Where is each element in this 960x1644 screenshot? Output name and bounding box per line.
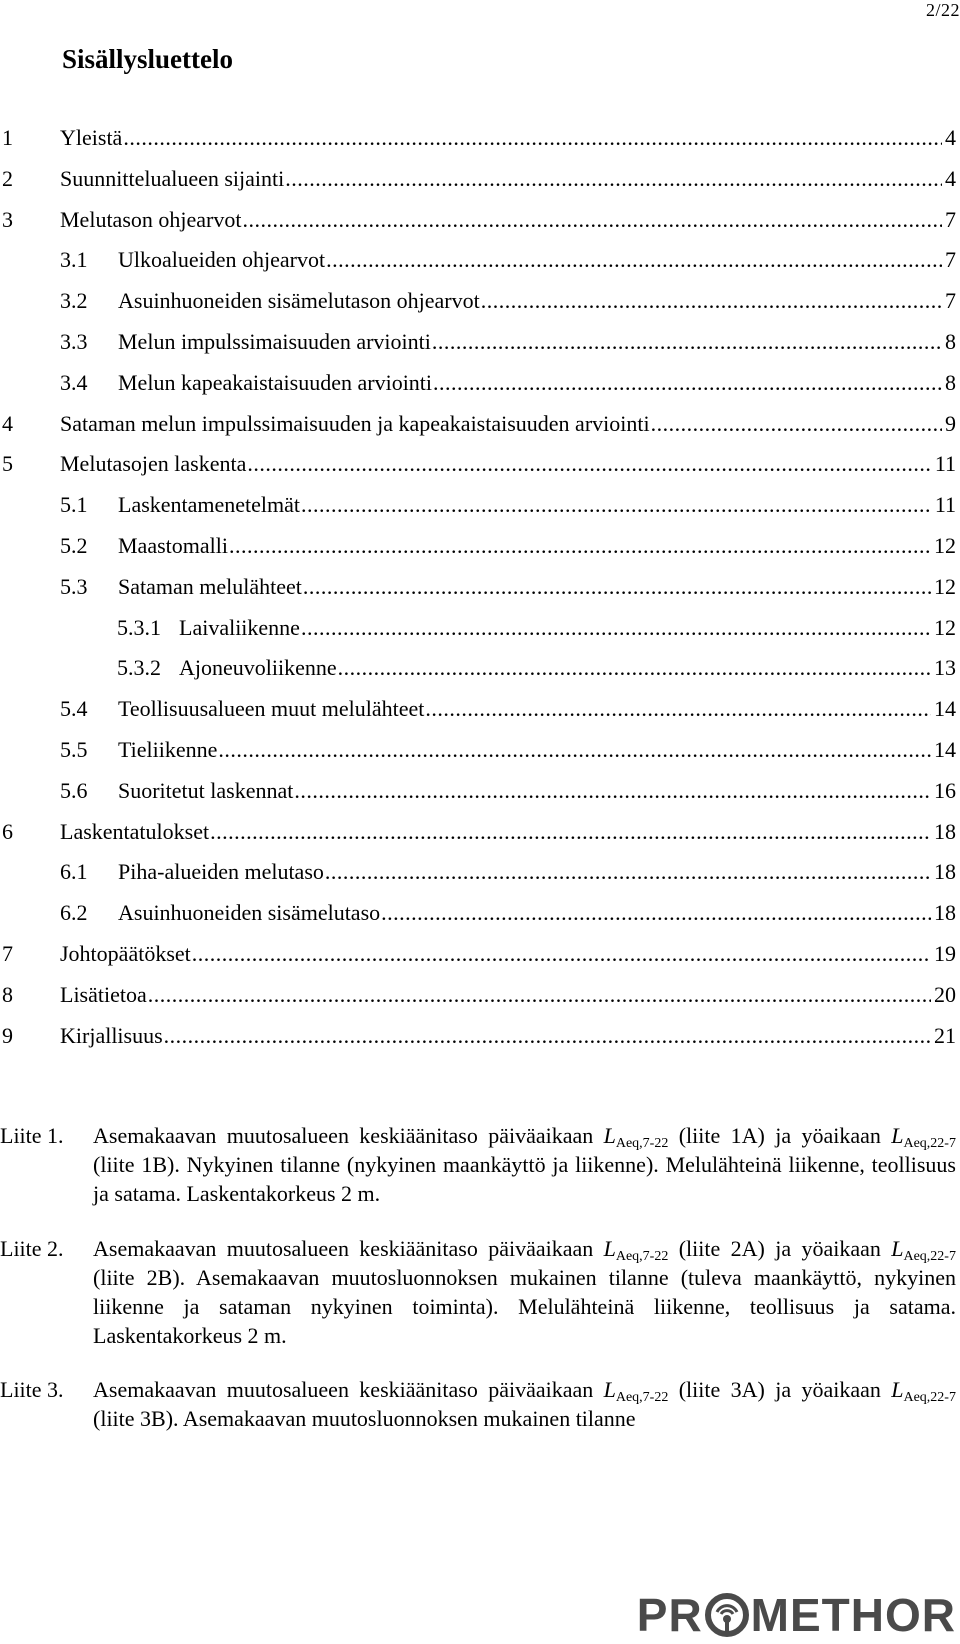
toc-leader-dots bbox=[433, 367, 942, 399]
toc-entry-number: 3.1 bbox=[60, 247, 88, 273]
toc-leader-dots bbox=[164, 1020, 931, 1052]
toc-leader-dots bbox=[325, 856, 931, 888]
toc-leader-dots bbox=[210, 816, 931, 848]
toc-entry-page: 8 bbox=[945, 329, 956, 354]
toc-entry[interactable] bbox=[0, 938, 956, 970]
toc-entry[interactable] bbox=[0, 530, 956, 562]
symbol-text: L bbox=[603, 1123, 616, 1148]
toc-entry-title: Melun impulssimaisuuden arviointi bbox=[118, 329, 431, 354]
toc-entry-title: Asuinhuoneiden sisämelutason ohjearvot bbox=[118, 288, 480, 314]
subscript-text: Aeq,7-22 bbox=[615, 1249, 669, 1264]
toc-entry-title: Laskentamenetelmät bbox=[118, 492, 301, 518]
description-text: (liite 2B). Asemakaavan muutosluonnoksen mukainen tilanne (tuleva maankäyttö, nykyinen liikenne ja sataman nykyinen toiminta). Melulähteinä liikenne, teollisuus ja satama. Laskentakorkeus 2 m. bbox=[93, 1265, 956, 1348]
toc-entry-title: Laivaliikenne bbox=[179, 614, 300, 640]
toc-leader-dots bbox=[192, 938, 931, 970]
toc-entry-number: 6 bbox=[2, 818, 13, 844]
toc-entry[interactable] bbox=[0, 693, 956, 725]
toc-entry-number: 6.2 bbox=[60, 900, 88, 926]
toc-entry-number: 5.3.1 bbox=[117, 614, 161, 640]
toc-entry-title: Melutasojen laskenta bbox=[60, 451, 247, 477]
toc-entry-title: Johtopäätökset bbox=[60, 941, 191, 966]
toc-entry-page: 14 bbox=[934, 737, 956, 762]
subscript-text: Aeq,22-7 bbox=[903, 1390, 956, 1405]
toc-entry-page: 4 bbox=[945, 125, 956, 150]
toc-leader-dots bbox=[285, 163, 942, 195]
toc-leader-dots bbox=[218, 734, 931, 766]
toc-entry-number: 7 bbox=[2, 941, 13, 966]
toc-entry[interactable] bbox=[0, 612, 956, 644]
toc-entry-number: 3.3 bbox=[60, 329, 88, 354]
toc-entry-page: 18 bbox=[934, 859, 956, 885]
toc-entry[interactable] bbox=[0, 122, 956, 154]
toc-entry[interactable] bbox=[0, 816, 956, 848]
toc-entry-title: Suoritetut laskennat bbox=[118, 777, 294, 803]
toc-entry-title: Piha-alueiden melutaso bbox=[118, 859, 324, 885]
toc-entry-number: 4 bbox=[2, 410, 13, 436]
toc-leader-dots bbox=[651, 408, 942, 440]
toc-entry[interactable] bbox=[0, 979, 956, 1011]
toc-entry-page: 12 bbox=[934, 573, 956, 599]
toc-leader-dots bbox=[123, 122, 942, 154]
toc-entry-number: 3.4 bbox=[60, 369, 88, 395]
toc-title: Sisällysluettelo bbox=[62, 44, 234, 74]
toc-entry-page: 19 bbox=[934, 941, 956, 966]
toc-entry-page: 8 bbox=[945, 369, 956, 395]
toc-leader-dots bbox=[301, 489, 932, 521]
toc-entry[interactable] bbox=[0, 489, 956, 521]
toc-entry[interactable] bbox=[0, 285, 956, 317]
toc-entry-number: 8 bbox=[2, 981, 13, 1007]
appendix-description bbox=[93, 1375, 956, 1433]
toc-entry[interactable] bbox=[0, 408, 956, 440]
toc-entry[interactable] bbox=[0, 652, 956, 684]
toc-entry-title: Melutason ohjearvot bbox=[60, 206, 242, 232]
toc-entry-page: 20 bbox=[934, 981, 956, 1007]
appendix-label: Liite 3. bbox=[0, 1377, 64, 1402]
toc-entry-page: 12 bbox=[934, 533, 956, 558]
toc-entry-title: Lisätietoa bbox=[60, 981, 147, 1007]
toc-entry[interactable] bbox=[0, 448, 956, 480]
toc-entry[interactable] bbox=[0, 734, 956, 766]
toc-entry-number: 3 bbox=[2, 206, 13, 232]
toc-entry-title: Yleistä bbox=[60, 125, 123, 150]
logo-text-after: METHOR bbox=[750, 1589, 956, 1641]
toc-leader-dots bbox=[381, 897, 931, 929]
toc-entry[interactable] bbox=[0, 367, 956, 399]
toc-leader-dots bbox=[247, 448, 931, 480]
appendix-description bbox=[93, 1121, 956, 1208]
toc-entry-title: Kirjallisuus bbox=[60, 1022, 163, 1048]
toc-entry[interactable] bbox=[0, 1020, 956, 1052]
symbol-text: L bbox=[891, 1377, 904, 1402]
toc-entry-number: 5.1 bbox=[60, 492, 88, 518]
toc-entry-page: 18 bbox=[934, 818, 956, 844]
toc-entry-page: 7 bbox=[945, 206, 956, 232]
toc-entry-page: 21 bbox=[934, 1022, 956, 1048]
toc-entry-number: 6.1 bbox=[60, 859, 88, 885]
appendix-label: Liite 2. bbox=[0, 1236, 64, 1261]
toc-entry[interactable] bbox=[0, 775, 956, 807]
toc-leader-dots bbox=[229, 530, 931, 562]
appendix-description bbox=[93, 1234, 956, 1350]
toc-leader-dots bbox=[242, 204, 942, 236]
toc-entry-page: 14 bbox=[934, 696, 956, 722]
description-text: (liite 3B). Asemakaavan muutosluonnoksen mukainen tilanne bbox=[93, 1406, 636, 1431]
toc-entry-page: 7 bbox=[945, 288, 956, 314]
toc-entry-title: Suunnittelualueen sijainti bbox=[60, 165, 285, 191]
toc-entry-page: 11 bbox=[934, 492, 956, 518]
toc-entry-number: 5.3 bbox=[60, 573, 88, 599]
toc-entry-title: Sataman melulähteet bbox=[118, 573, 302, 599]
symbol-text: L bbox=[891, 1123, 904, 1148]
toc-entry-title: Sataman melun impulssimaisuuden ja kapeakaistaisuuden arviointi bbox=[60, 410, 650, 436]
toc-entry-title: Teollisuusalueen muut melulähteet bbox=[118, 696, 425, 722]
appendix-item bbox=[0, 1121, 956, 1208]
symbol-text: L bbox=[603, 1236, 616, 1261]
toc-entry-page: 4 bbox=[945, 165, 956, 191]
toc-leader-dots bbox=[338, 652, 931, 684]
toc-entry-title: Melun kapeakaistaisuuden arviointi bbox=[118, 369, 433, 395]
toc-leader-dots bbox=[301, 612, 931, 644]
toc-entry-number: 5 bbox=[2, 451, 13, 477]
description-text: (liite 1A) ja yöaikaan bbox=[668, 1123, 892, 1148]
toc-entry[interactable] bbox=[0, 897, 956, 929]
toc-leader-dots bbox=[481, 285, 942, 317]
toc-leader-dots bbox=[294, 775, 931, 807]
toc-leader-dots bbox=[303, 571, 931, 603]
description-text: Asemakaavan muutosalueen keskiäänitaso päiväaikaan bbox=[93, 1236, 604, 1261]
subscript-text: Aeq,7-22 bbox=[615, 1390, 669, 1405]
description-text: (liite 3A) ja yöaikaan bbox=[668, 1377, 892, 1402]
toc-entry[interactable] bbox=[0, 244, 956, 276]
toc-entry-title: Asuinhuoneiden sisämelutaso bbox=[118, 900, 381, 926]
toc-entry-page: 12 bbox=[934, 614, 956, 640]
toc-entry-title: Ajoneuvoliikenne bbox=[179, 655, 337, 681]
promethor-logo bbox=[637, 1588, 956, 1642]
subscript-text: Aeq,22-7 bbox=[903, 1249, 956, 1264]
toc-entry[interactable] bbox=[0, 204, 956, 236]
subscript-text: Aeq,7-22 bbox=[615, 1136, 669, 1151]
description-text: (liite 2A) ja yöaikaan bbox=[668, 1236, 892, 1261]
toc-entry-number: 3.2 bbox=[60, 288, 88, 314]
toc-entry[interactable] bbox=[0, 856, 956, 888]
toc-entry-number: 5.2 bbox=[60, 533, 88, 558]
toc-entry-title: Laskentatulokset bbox=[60, 818, 210, 844]
page-number: 2/22 bbox=[925, 0, 960, 20]
toc-entry-number: 5.5 bbox=[60, 737, 88, 762]
toc-leader-dots bbox=[432, 326, 942, 358]
toc-entry-page: 16 bbox=[934, 777, 956, 803]
description-text: Asemakaavan muutosalueen keskiäänitaso päiväaikaan bbox=[93, 1377, 604, 1402]
logo-text-before: PR bbox=[636, 1589, 703, 1641]
toc-leader-dots bbox=[425, 693, 931, 725]
appendix-label: Liite 1. bbox=[0, 1123, 64, 1148]
toc-entry-number: 5.3.2 bbox=[117, 655, 161, 681]
description-text: (liite 1B). Nykyinen tilanne (nykyinen maankäyttö ja liikenne). Melulähteinä liikenne, teollisuus ja satama. Laskentakorkeus 2 m. bbox=[93, 1152, 956, 1206]
logo-signal-icon bbox=[704, 1592, 750, 1638]
toc-entry[interactable] bbox=[0, 571, 956, 603]
toc-entry-title: Maastomalli bbox=[118, 533, 228, 558]
toc-entry-number: 2 bbox=[2, 165, 13, 191]
toc-entry-number: 9 bbox=[2, 1022, 13, 1048]
description-text: Asemakaavan muutosalueen keskiäänitaso päiväaikaan bbox=[93, 1123, 604, 1148]
appendix-item bbox=[0, 1234, 956, 1350]
toc-entry-page: 7 bbox=[945, 247, 956, 273]
toc-entry-page: 18 bbox=[934, 900, 956, 926]
toc-entry-number: 5.6 bbox=[60, 777, 88, 803]
toc-entry-page: 9 bbox=[945, 410, 956, 436]
subscript-text: Aeq,22-7 bbox=[903, 1136, 956, 1151]
toc-entry[interactable] bbox=[0, 326, 956, 358]
toc-leader-dots bbox=[326, 244, 942, 276]
toc-entry-page: 11 bbox=[934, 451, 956, 477]
toc-entry-title: Ulkoalueiden ohjearvot bbox=[118, 247, 326, 273]
toc-entry-number: 5.4 bbox=[60, 696, 88, 722]
symbol-text: L bbox=[603, 1377, 616, 1402]
toc-entry-number: 1 bbox=[2, 125, 13, 150]
symbol-text: L bbox=[891, 1236, 904, 1261]
toc-entry-page: 13 bbox=[934, 655, 956, 681]
toc-leader-dots bbox=[148, 979, 931, 1011]
toc-entry-title: Tieliikenne bbox=[118, 737, 218, 762]
appendix-item bbox=[0, 1375, 956, 1433]
toc-entry[interactable] bbox=[0, 163, 956, 195]
